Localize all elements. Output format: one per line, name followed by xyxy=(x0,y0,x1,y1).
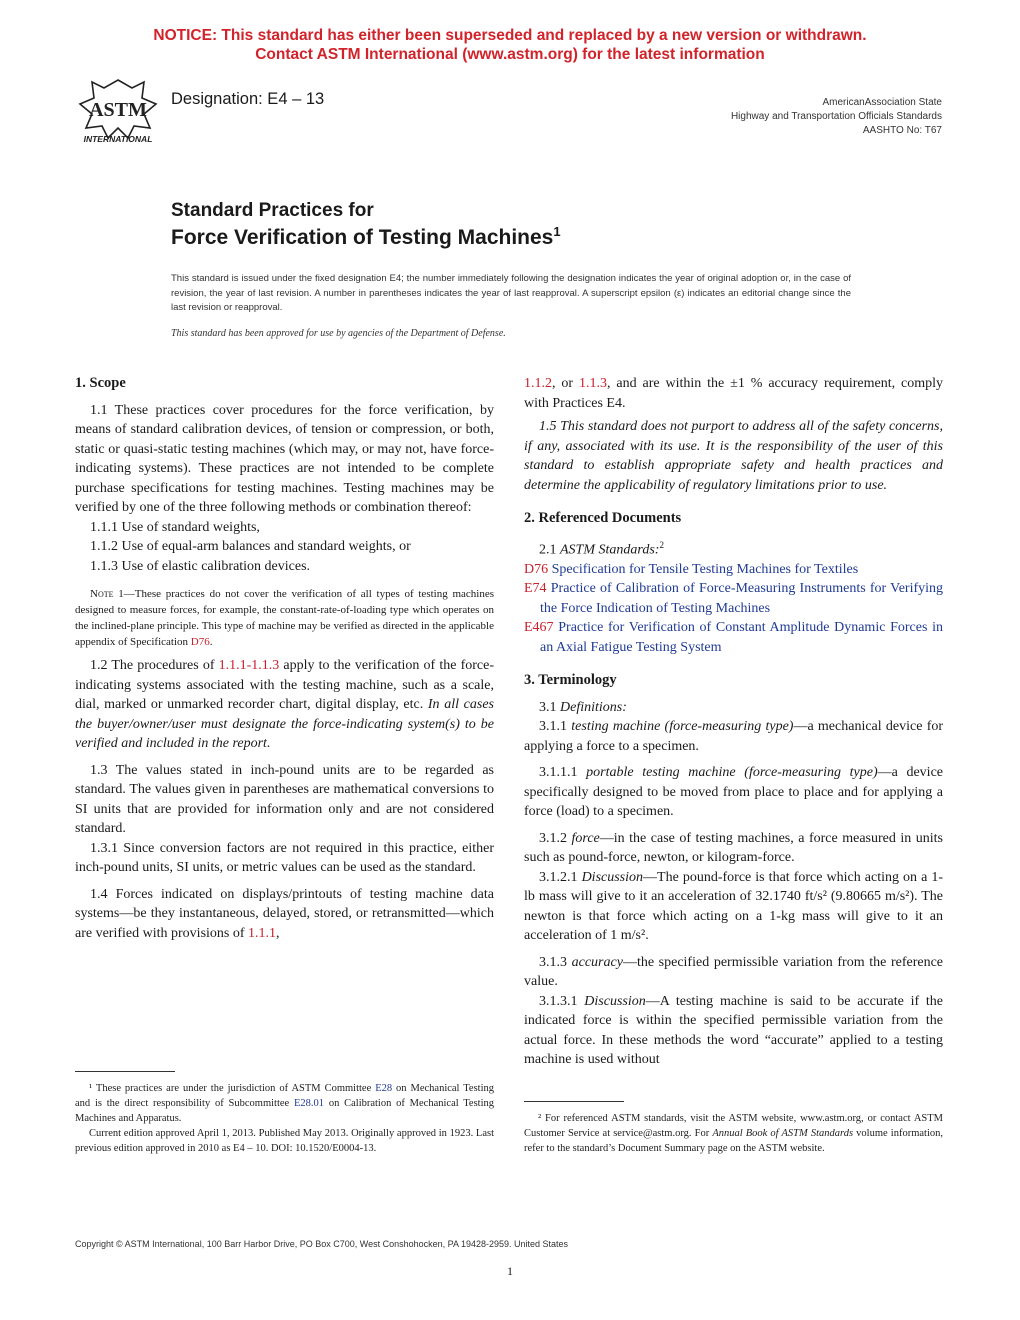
para-3-1 xyxy=(524,698,943,718)
copyright: Copyright © ASTM International, 100 Barr Harbor Drive, PO Box C700, West Conshohocken, PA 19428-2959. United States xyxy=(75,1239,569,1249)
para-1-1: 1.1 These practices cover procedures for the force verification, by means of standard calibration devices, of tension or compression, or both, static or quasi-static testing machines (which may, or may not, have force-indicating systems). These practices are not intended to be complete purchase specifications for testing machines. Testing machines may be verified by one of the three following methods or combination thereof: xyxy=(75,402,494,515)
page-number: 1 xyxy=(507,1264,513,1278)
para-1-2-mid: apply to the verification of the force-indicating systems associated with the testing machine, such as a scale, dial, marked or unmarked recorder chart, digital display, etc. xyxy=(75,658,494,712)
cont-mid: , or xyxy=(552,376,579,391)
definition: —The pound-force is that force which acting on a 1-lb mass will give to it an acceleration of 32.1740 ft/s² (9.80665 m/s²). The newton is that force which acting on a 1-kg mass will give to it an acceleration of 1 m/s². xyxy=(524,869,944,944)
definition: —in the case of testing machines, a force measured in units such as pound-force, newton, or kilogram-force. xyxy=(524,830,944,866)
para-1-3-1: 1.3.1 Since conversion factors are not required in this practice, either inch-pound units, SI units, or metric values can be used as the standard. xyxy=(75,840,494,875)
term: portable testing machine (force-measuring type) xyxy=(586,765,878,781)
num: 3.1.2.1 xyxy=(539,869,582,885)
note-label: Note 1 xyxy=(90,588,124,600)
note-1 xyxy=(75,586,494,650)
note-text: —These practices do not cover the verification of all types of testing machines designed to measure forces, for example, the constant-rate-of-loading type which operates on the inclined-plane principle. This type of machine may be verified as directed in the applicable appendix of Specification xyxy=(75,588,494,648)
para-1-4 xyxy=(75,885,494,944)
section-3-heading: 3. Terminology xyxy=(524,672,617,689)
para-1-4-end: , xyxy=(276,925,280,941)
para-3-1-title: Definitions: xyxy=(560,699,627,715)
designation: Designation: E4 – 13 xyxy=(171,90,325,108)
term: testing machine (force-measuring type) xyxy=(571,719,794,735)
section-1-heading: 1. Scope xyxy=(75,375,126,391)
footnote-rule-left xyxy=(75,1071,175,1072)
para-3-1-num: 3.1 xyxy=(539,699,560,715)
num: 3.1.2 xyxy=(539,830,572,846)
para-3-1-3-1 xyxy=(524,992,943,1070)
term: Discussion xyxy=(581,869,644,885)
footnote-2 xyxy=(524,1111,943,1156)
notice-line-2: Contact ASTM International (www.astm.org) for the latest information xyxy=(255,46,765,63)
para-3-1-1-1 xyxy=(524,763,943,822)
footnote-1-para-2: Current edition approved April 1, 2013. Published May 2013. Originally approved in 1923. Last previous edition approved in 2010 as E4 – 10. DOI: 10.1520/E0004-13. xyxy=(75,1128,494,1154)
para-1-5-text: 1.5 This standard does not purport to address all of the safety concerns, if any, associated with its use. It is the responsibility of the user of this standard to establish appropriate safety and health practices and determine the applicability of regulatory limitations prior to use. xyxy=(524,419,943,493)
ref-title[interactable]: Specification for Tensile Testing Machines for Textiles xyxy=(551,561,859,577)
num: 3.1.3.1 xyxy=(539,993,585,1009)
para-1-1-3: 1.1.3 Use of elastic calibration devices. xyxy=(90,558,311,574)
para-2-1-sup: 2 xyxy=(659,539,664,550)
definition: —a mechanical device for applying a force to a specimen. xyxy=(524,719,944,754)
footnote-1 xyxy=(75,1081,494,1156)
para-3-1-2 xyxy=(524,829,943,868)
num: 3.1.1 xyxy=(539,719,572,735)
link-1-1-2[interactable]: 1.1.2 xyxy=(524,376,552,391)
para-2-1-title: ASTM Standards: xyxy=(560,542,660,558)
right-column xyxy=(524,374,943,1070)
ref-code[interactable]: E467 xyxy=(524,620,554,636)
footnote-1-para-1 xyxy=(75,1081,494,1126)
para-2-1 xyxy=(524,536,943,560)
fn2-emphasis: Annual Book of ASTM Standards xyxy=(712,1128,854,1139)
preamble-text: This standard is issued under the fixed designation E4; the number immediately following the designation indicates the year of original adoption or, in the case of revision, the year of last revision. A number in parentheses indicates the year of last reapproval. A superscript epsilon (ε) indicates an editorial change since the last revision or reapproval. xyxy=(171,273,851,313)
footnote-2-para xyxy=(524,1111,943,1156)
fn2-text-b: volume information, refer to the standard’s Document Summary page on the ASTM website. xyxy=(524,1128,943,1154)
aashto-info xyxy=(731,96,942,138)
section-2-heading: 2. Referenced Documents xyxy=(524,510,682,526)
definition: —the specified permissible variation from the reference value. xyxy=(524,954,943,990)
cont-end: , and are within the ±1 % accuracy requirement, comply with Practices E4. xyxy=(524,376,943,411)
ref-title[interactable]: Practice of Calibration of Force-Measuring Instruments for Verifying the Force Indication of Testing Machines xyxy=(540,581,944,616)
para-1-4-text: 1.4 Forces indicated on displays/printouts of testing machine data systems—be they instantaneous, delayed, stored, or retransmitted—which are verified with provisions of xyxy=(75,886,494,941)
para-3-1-2-1 xyxy=(524,868,943,946)
astm-logo xyxy=(72,76,164,146)
ref-code[interactable]: E74 xyxy=(524,581,547,597)
para-3-1-1 xyxy=(524,717,943,756)
para-1-5 xyxy=(524,417,943,495)
fn1-text-b: on Mechanical Testing and is the direct responsibility of Subcommittee xyxy=(75,1083,494,1109)
logo-subtext: INTERNATIONAL xyxy=(83,134,153,144)
dod-approval: This standard has been approved for use by agencies of the Department of Defense. xyxy=(171,328,506,339)
title-text: Force Verification of Testing Machines xyxy=(171,226,554,249)
fn1-text-a: ¹ These practices are under the jurisdiction of ASTM Committee xyxy=(89,1083,376,1094)
left-column xyxy=(75,374,494,943)
title-line-2 xyxy=(171,224,561,250)
fn2-text-a: ² For referenced ASTM standards, visit the ASTM website, www.astm.org, or contact ASTM Customer Service at service@astm.org. For xyxy=(524,1113,943,1139)
para-1-1-2: 1.1.2 Use of equal-arm balances and standard weights, or xyxy=(90,539,411,554)
num: 3.1.1.1 xyxy=(539,765,587,781)
para-1-4-continued xyxy=(524,374,943,413)
para-1-1-1: 1.1.1 Use of standard weights, xyxy=(90,519,260,535)
title-footnote-mark: 1 xyxy=(553,224,561,239)
para-1-3: 1.3 The values stated in inch-pound units are to be regarded as standard. The values given in parentheses are mathematical conversions to SI units that are provided for information only and are not considered standard. xyxy=(75,762,494,836)
link-1-1-3[interactable]: 1.1.3 xyxy=(578,376,607,391)
footnote-rule-right xyxy=(524,1101,624,1102)
term: Discussion xyxy=(584,993,646,1009)
para-3-1-3 xyxy=(524,953,943,992)
ref-title[interactable]: Practice for Verification of Constant Amplitude Dynamic Forces in an Axial Fatigue Testing System xyxy=(540,620,944,655)
term: accuracy xyxy=(571,954,623,970)
note-end: . xyxy=(209,636,213,648)
ref-e467[interactable] xyxy=(524,618,943,657)
fn1-link-e28[interactable]: E28 xyxy=(375,1083,393,1094)
link-1-1-1[interactable]: 1.1.1 xyxy=(248,925,277,941)
ref-code[interactable]: D76 xyxy=(524,561,549,577)
ref-d76[interactable] xyxy=(524,560,943,580)
num: 3.1.3 xyxy=(539,954,572,970)
note-link-d76[interactable]: D76 xyxy=(190,636,210,648)
fn1-text-c: on Calibration of Mechanical Testing Machines and Apparatus. xyxy=(75,1098,495,1124)
notice-line-1: NOTICE: This standard has either been superseded and replaced by a new version or withdrawn. xyxy=(153,27,867,44)
definition: —a device specifically designed to be moved from place to place and for applying a force (load) to a specimen. xyxy=(524,765,944,820)
withdrawal-notice xyxy=(0,26,1020,64)
link-1-1-1-range[interactable]: 1.1.1-1.1.3 xyxy=(218,658,280,673)
definition: —A testing machine is said to be accurate if the indicated force is within the specified permissible variation from the actual force. In these methods the word “accurate” applied to a testing machine is used without xyxy=(524,993,944,1068)
logo-text: ASTM xyxy=(89,99,147,121)
para-2-1-num: 2.1 xyxy=(539,542,560,558)
aashto-line-2: Highway and Transportation Officials Standards xyxy=(730,111,942,122)
para-1-2 xyxy=(75,656,494,754)
para-1-2-start: 1.2 The procedures of xyxy=(90,658,219,673)
title-line-1: Standard Practices for xyxy=(171,200,374,221)
aashto-line-1: AmericanAssociation State xyxy=(822,97,942,108)
term: force xyxy=(571,830,600,846)
fn1-link-e28-01[interactable]: E28.01 xyxy=(293,1098,325,1109)
aashto-line-3: AASHTO No: T67 xyxy=(862,125,942,136)
ref-e74[interactable] xyxy=(524,579,943,618)
para-1-2-emphasis: In all cases the buyer/owner/user must designate the force-indicating system(s) to be verified and included in the report. xyxy=(75,697,494,751)
